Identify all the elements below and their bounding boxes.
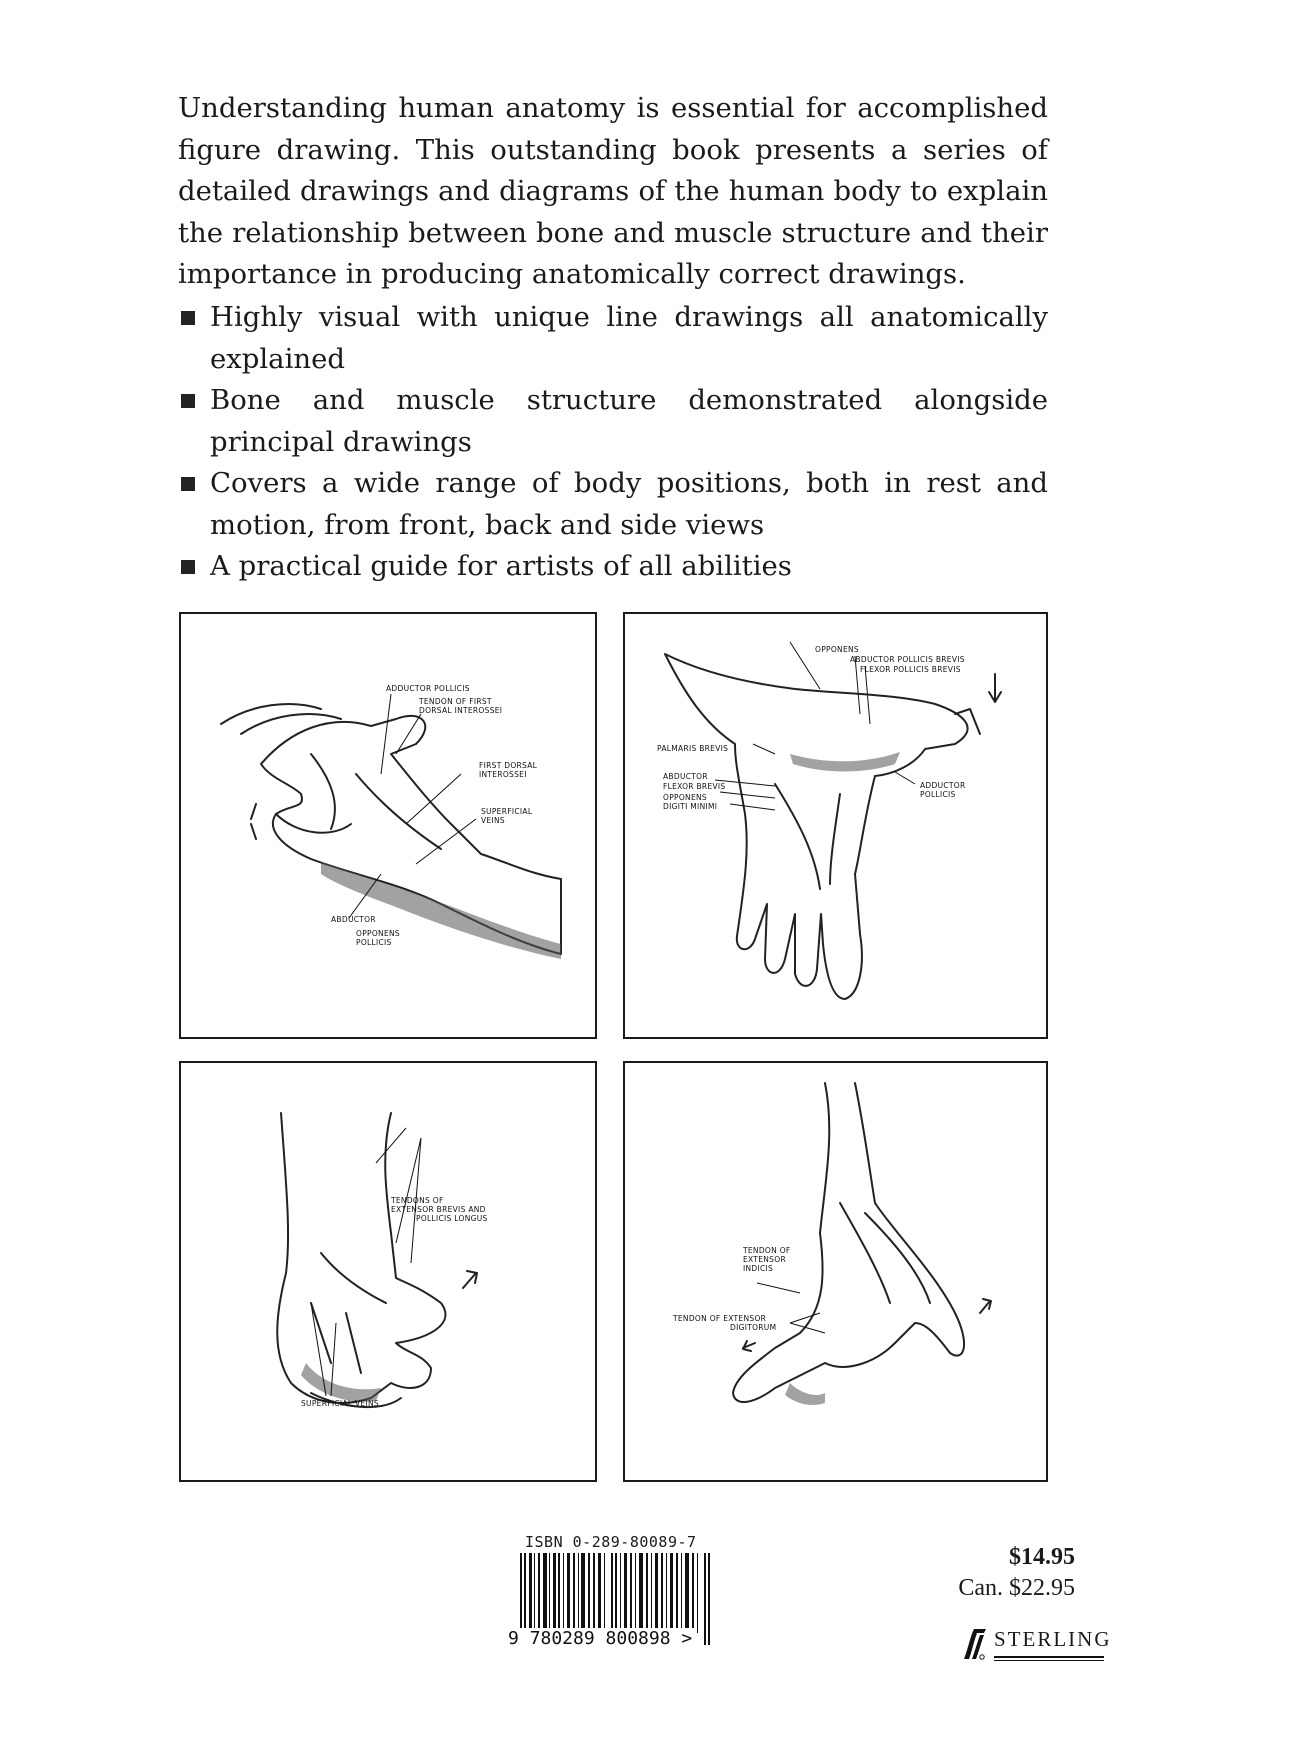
label: OPPONENS: [356, 929, 400, 938]
label: POLLICIS: [356, 938, 392, 947]
label: INDICIS: [743, 1264, 774, 1273]
divider: [994, 1660, 1104, 1661]
list-item: Highly visual with unique line drawings all anatomically explained: [178, 297, 1048, 380]
feature-list: [178, 297, 1048, 588]
label: EXTENSOR BREVIS AND: [391, 1205, 486, 1214]
label: SUPERFICIAL VEINS: [301, 1399, 379, 1408]
label: ADDUCTOR POLLICIS: [386, 684, 470, 693]
label: FLEXOR BREVIS: [663, 782, 726, 791]
back-of-hand-drawing: [625, 1063, 1046, 1480]
price-block: [958, 1542, 1075, 1604]
label: ADDUCTOR: [920, 781, 966, 790]
sterling-logo-icon: [958, 1625, 990, 1661]
list-item: Bone and muscle structure demonstrated alongside principal drawings: [178, 380, 1048, 463]
hand-illustration-top-right: [623, 612, 1048, 1039]
barcode-number: 9 780289 800898 >: [508, 1628, 693, 1649]
publisher-name: STERLING: [994, 1627, 1112, 1651]
bullet-square-icon: [181, 311, 195, 325]
label: FLEXOR POLLICIS BREVIS: [860, 665, 961, 674]
label: EXTENSOR: [743, 1255, 786, 1264]
bullet-square-icon: [181, 560, 195, 574]
label: FIRST DORSAL: [479, 761, 538, 770]
bullet-square-icon: [181, 394, 195, 408]
label: TENDON OF: [743, 1246, 791, 1255]
hand-illustration-bottom-left: [179, 1061, 597, 1482]
palm-view-drawing: [625, 614, 1046, 1037]
list-item: Covers a wide range of body positions, both in rest and motion, from front, back and side views: [178, 463, 1048, 546]
label: POLLICIS: [920, 790, 956, 799]
price-canada: Can. $22.95: [958, 1575, 1075, 1601]
label: OPPONENS: [663, 793, 707, 802]
publisher-mark: [958, 1625, 1118, 1661]
hand-side-view-drawing: [181, 614, 595, 1037]
label: TENDON OF FIRST: [419, 697, 492, 706]
label: PALMARIS BREVIS: [657, 744, 729, 753]
description-block: [178, 88, 1048, 296]
label: POLLICIS LONGUS: [416, 1214, 488, 1223]
thumb-extension-drawing: [181, 1063, 595, 1480]
label: DIGITI MINIMI: [663, 802, 718, 811]
label: INTEROSSEI: [479, 770, 527, 779]
list-item: A practical guide for artists of all abilities: [178, 546, 1048, 588]
label: ABDUCTOR: [331, 915, 376, 924]
intro-paragraph: Understanding human anatomy is essential for accomplished figure drawing. This outstanding book presents a series of detailed drawings and diagrams of the human body to explain the relationship between bone and muscle structure and their importance in producing anatomically correct drawings.: [178, 92, 1048, 290]
hand-illustration-top-left: [179, 612, 597, 1039]
price-us: $14.95: [1009, 1544, 1075, 1570]
isbn-text: ISBN 0-289-80089-7: [525, 1533, 697, 1551]
label: ABDUCTOR POLLICIS BREVIS: [850, 655, 965, 664]
label: TENDON OF EXTENSOR: [673, 1314, 767, 1323]
label: DIGITORUM: [730, 1323, 777, 1332]
label: ABDUCTOR: [663, 772, 708, 781]
divider: [994, 1656, 1104, 1658]
label: DORSAL INTEROSSEI: [419, 706, 503, 715]
label: SUPERFICIAL: [481, 807, 533, 816]
bullet-square-icon: [181, 477, 195, 491]
label: TENDONS OF: [391, 1196, 444, 1205]
label: OPPONENS: [815, 645, 859, 654]
hand-illustration-bottom-right: [623, 1061, 1048, 1482]
label: VEINS: [481, 816, 505, 825]
